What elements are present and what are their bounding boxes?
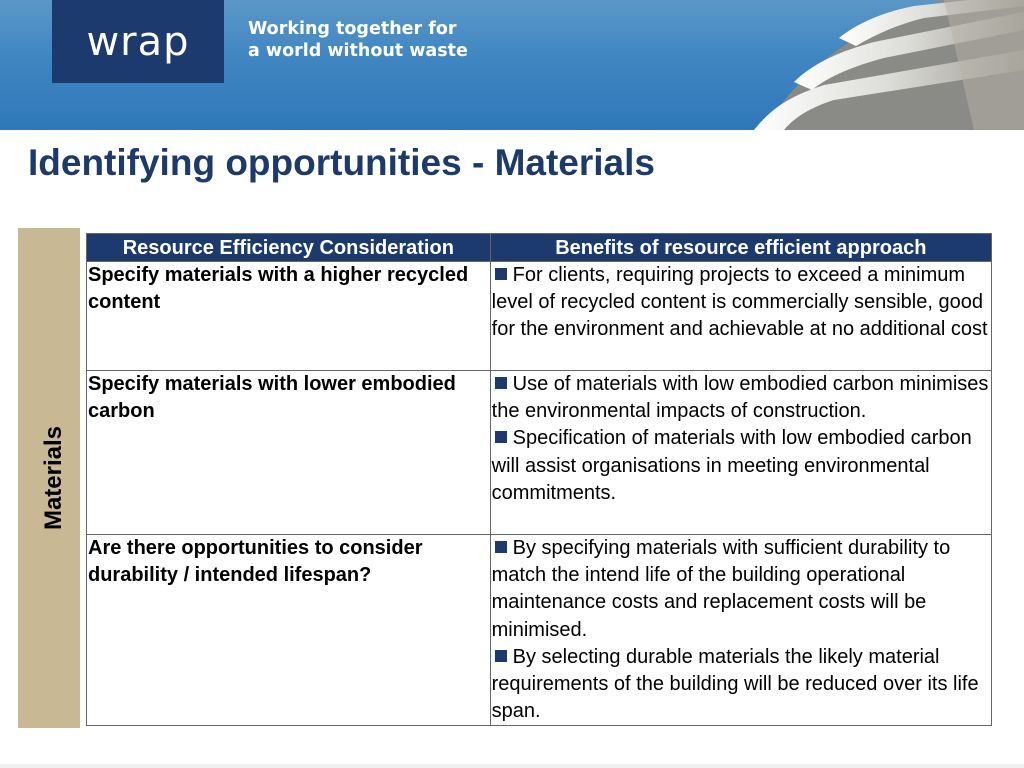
side-label: Materials: [40, 425, 67, 531]
benefit-text: For clients, requiring projects to exceed a minimum level of recycled content is commercially sensible, good for the environment and achievable at no additional cost: [491, 264, 988, 341]
benefits-cell: [490, 371, 991, 535]
bullet-square-icon: [495, 541, 507, 553]
benefits-cell: [490, 535, 991, 726]
bullet-square-icon: [495, 431, 507, 443]
benefit-item: [492, 425, 990, 507]
tagline-line-2: a world without waste: [248, 41, 468, 61]
benefit-item: [492, 371, 990, 425]
page-title: Identifying opportunities - Materials: [28, 142, 655, 183]
benefits-cell: [490, 262, 991, 371]
benefit-item: [492, 535, 990, 644]
benefit-text: By selecting durable materials the likely material requirements of the building will be reduced over its life span.: [491, 645, 979, 723]
benefit-text: By specifying materials with sufficient durability to match the intend life of the building operational maintenance costs and replacement costs will be minimised.: [491, 537, 951, 641]
benefit-text: Use of materials with low embodied carbon minimises the environmental impacts of construction.: [491, 373, 989, 423]
bullet-square-icon: [495, 268, 507, 280]
table-row: [87, 371, 992, 535]
tagline-line-1: Working together for: [248, 19, 457, 39]
logo-text: wrap: [86, 18, 190, 65]
header-benefits: Benefits of resource efficient approach: [490, 234, 991, 262]
consideration-cell: Specify materials with a higher recycled content: [87, 262, 491, 371]
materials-table: [86, 233, 992, 726]
consideration-cell: Are there opportunities to consider durability / intended lifespan?: [87, 535, 491, 726]
header-banner: [0, 0, 1024, 130]
bullet-square-icon: [495, 650, 507, 662]
footer-line: [0, 764, 1024, 768]
benefit-item: [492, 262, 990, 344]
tagline: [248, 18, 468, 62]
bullet-square-icon: [495, 377, 507, 389]
table-header-row: [87, 234, 992, 262]
benefit-text: Specification of materials with low embodied carbon will assist organisations in meeting environmental commitments.: [491, 427, 972, 504]
header-consideration: Resource Efficiency Consideration: [87, 234, 491, 262]
wrap-logo[interactable]: [52, 0, 224, 83]
table-row: [87, 262, 992, 371]
benefit-item: [492, 644, 990, 726]
consideration-cell: Specify materials with lower embodied carbon: [87, 371, 491, 535]
building-photo: [644, 0, 1024, 130]
table-row: [87, 535, 992, 726]
